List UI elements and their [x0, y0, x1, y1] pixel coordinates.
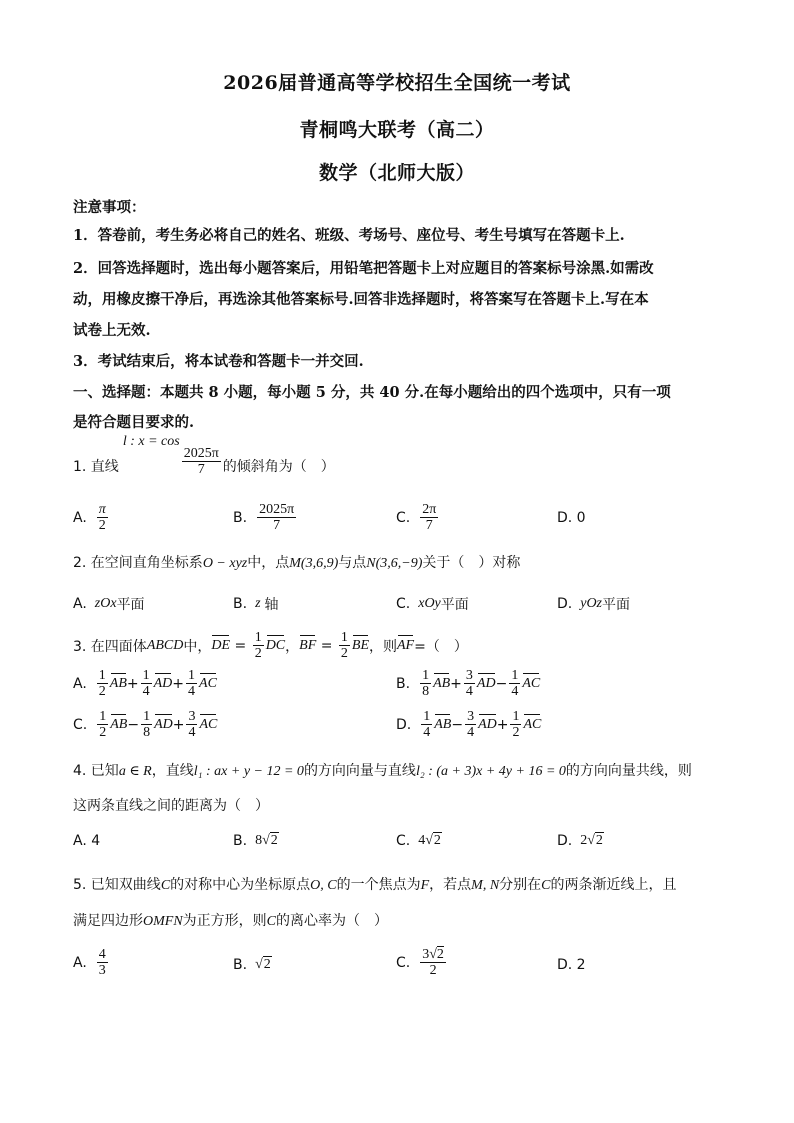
notice-item-3: 3．考试结束后，将本试卷和答题卡一并交回. — [73, 353, 364, 370]
exam-title: 2026届普通高等学校招生全国统一考试 — [223, 72, 571, 94]
q1-option-a: A. $\frac{\pi}{2}$ — [73, 502, 106, 534]
question-1 — [73, 434, 335, 478]
q1-prefix: 1. 直线 — [73, 458, 119, 475]
q3-option-d: D. $\frac{1}{4}$ AB − $\frac{3}{4}$ AD + $\frac{1}{2}$ AC — [396, 709, 542, 741]
exam-subtitle: 青桐鸣大联考（高二） — [299, 119, 495, 141]
q5-option-d: D. 2 — [557, 957, 586, 973]
q4-option-c: C. 4√2 — [396, 833, 441, 849]
q5-option-a: A. $\frac{4}{3}$ — [73, 947, 106, 979]
notice-item-2-end: 试卷上无效. — [73, 322, 151, 339]
q5-option-c: C. $\frac{3√2}{2}$ — [396, 947, 444, 979]
q2-option-b: B. z 轴 — [233, 596, 279, 613]
question-4: 4. 已知a ∈ R，直线l₁ : ax + y − 12 = 0的方向向量与直线l₂ : (a + 3)x + 4y + 16 = 0的方向向量共线，则 — [73, 763, 692, 779]
q3-option-c: C. $\frac{1}{2}$ AB − $\frac{1}{8}$ AD + $\frac{3}{4}$ AC — [73, 709, 218, 741]
q5-option-b: B. √2 — [233, 957, 271, 973]
question-5-cont: 满足四边形OMFN为正方形，则C的离心率为（ ） — [73, 913, 389, 929]
question-2: 2. 在空间直角坐标系O − xyz中，点M(3,6,9)与点N(3,6,−9)关于（ ）对称 — [73, 555, 521, 571]
q1-suffix: 的倾斜角为（ ） — [222, 458, 335, 475]
question-4-cont: 这两条直线之间的距离为（ ） — [73, 798, 269, 814]
q4-option-a: A. 4 — [73, 833, 101, 849]
section-heading: 一、选择题：本题共 8 小题，每小题 5 分，共 40 分.在每小题给出的四个选项中，只有一项 — [73, 384, 671, 401]
notice-item-2: 2．回答选择题时，选出每小题答案后，用铅笔把答题卡上对应题目的答案标号涂黑.如需改 — [73, 260, 654, 277]
q1-option-c: C. $\frac{2\pi}{7}$ — [396, 502, 437, 534]
notice-item-2-cont: 动，用橡皮擦干净后，再选涂其他答案标号.回答非选择题时，将答案写在答题卡上.写在本 — [73, 291, 649, 308]
q1-option-b: B. $\frac{2025\pi}{7}$ — [233, 502, 295, 534]
exam-subject: 数学（北师大版） — [318, 162, 475, 184]
section-heading-cont: 是符合题目要求的. — [73, 414, 195, 431]
q2-option-a: A. zOx 平面 — [73, 596, 145, 613]
q3-option-a: A. $\frac{1}{2}$ AB + $\frac{1}{4}$ AD + $\frac{1}{4}$ AC — [73, 668, 217, 700]
q1-option-d: D. 0 — [557, 510, 586, 526]
question-3: 3. 在四面体 ABCD 中， DE = $\frac{1}{2}$ DC ， BF = $\frac{1}{2}$ BE ，则 AF =（ ） — [73, 630, 468, 662]
q2-option-c: C. xOy 平面 — [396, 596, 469, 613]
q4-option-b: B. 8√2 — [233, 833, 278, 849]
q4-option-d: D. 2√2 — [557, 833, 603, 849]
notice-item-1: 1．答卷前，考生务必将自己的姓名、班级、考场号、座位号、考生号填写在答题卡上. — [73, 227, 625, 244]
question-5: 5. 已知双曲线C的对称中心为坐标原点O, C的一个焦点为F，若点M, N分别在C的两条渐近线上，且 — [73, 877, 677, 893]
q3-option-b: B. $\frac{1}{8}$ AB + $\frac{3}{4}$ AD − $\frac{1}{4}$ AC — [396, 668, 541, 700]
q1-equation: l : x = cos $\frac{2025\pi}{7}$ — [122, 434, 219, 478]
notice-heading: 注意事项： — [73, 199, 146, 216]
q2-option-d: D. yOz 平面 — [557, 596, 631, 613]
